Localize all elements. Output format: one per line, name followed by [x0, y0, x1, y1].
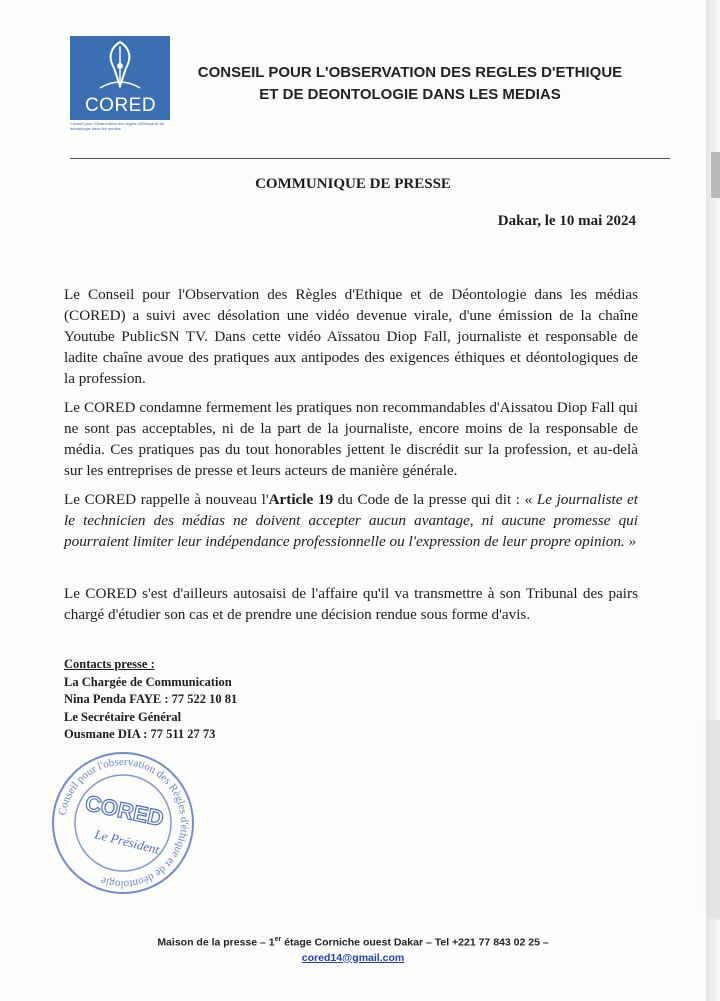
paragraph-4: Le CORED s'est d'ailleurs autosaisi de l'affaire qu'il va transmettre à son Tribunal des pairs chargé d'étudier son cas et de prendre une décision rendue sous forme d'avis. — [64, 585, 638, 623]
quote-close: » — [624, 533, 637, 550]
footer-address-b: étage Corniche ouest Dakar – Tel +221 77 843 02 25 – — [281, 936, 549, 949]
paragraph-3-intro: Le CORED rappelle à nouveau l' — [64, 491, 269, 508]
contact-role-2: Le Secrétaire Général — [64, 709, 182, 724]
article-reference: Article 19 — [268, 491, 334, 508]
page-shadow — [700, 720, 720, 920]
paragraph-1: Le Conseil pour l'Observation des Règles d'Ethique et de Déontologie dans les médias (CORED) a suivi avec désolation une vidéo devenue virale, d'une émission de la chaîne Youtube PublicSN TV. Dans cette vidéo Aïssatou Diop Fall, journaliste et responsable de ladite chaîne avoue des pratiques aux antipodes des exigences éthiques et déontologiques de la profession. — [64, 286, 638, 387]
article-quote: Le journaliste et le technicien des médias ne doivent accepter aucun avantage, ni aucune promesse qui pourraient limiter leur indépendance professionnelle ou l'expression de leur propre opinion. — [64, 491, 638, 550]
svg-text:Le Président: Le Président — [93, 826, 161, 857]
contacts-heading: Contacts presse : — [64, 657, 155, 671]
organization-name-line2: ET DE DEONTOLOGIE DANS LES MEDIAS — [259, 86, 561, 103]
footer-email-link[interactable]: cored14@gmail.com — [301, 951, 405, 964]
svg-text:Conseil pour l'observation des: Conseil pour l'observation des Règles d'éthique et de déontologie — [56, 755, 191, 891]
document-title: COMMUNIQUE DE PRESSE — [255, 176, 451, 192]
footer-address-a: Maison de la presse – 1 — [157, 936, 275, 949]
header-divider — [70, 158, 670, 159]
paragraph-3 — [64, 489, 638, 552]
cored-logo — [70, 36, 170, 120]
logo-wordmark: CORED — [84, 95, 157, 116]
stamp-seal-icon — [48, 748, 198, 898]
organization-name-line1: CONSEIL POUR L'OBSERVATION DES REGLES D'ETHIQUE — [197, 64, 623, 81]
press-contacts — [64, 656, 237, 744]
contact-role-1: La Chargée de Communication — [64, 674, 232, 689]
footer-address-sup: er — [274, 936, 282, 943]
official-stamp — [48, 748, 198, 898]
footer-address — [0, 932, 706, 966]
organization-name — [180, 62, 640, 106]
contact-person-2: Ousmane DIA : 77 511 27 73 — [64, 727, 216, 741]
scroll-indicator[interactable] — [711, 152, 720, 198]
contact-person-1: Nina Penda FAYE : 77 522 10 81 — [64, 692, 238, 706]
paragraph-3-mid: du Code de la presse qui dit : « — [333, 491, 537, 508]
paragraph-2: Le CORED condamne fermement les pratiques non recommandables d'Aissatou Diop Fall qui ne sont pas acceptables, ni de la part de la journaliste, encore moins de la responsable de média. Ces pratiques pas du tout honorables jettent le discrédit sur la profession, et au-delà sur les entreprises de presse et leurs acteurs de manière générale. — [64, 399, 638, 479]
svg-text:CORED: CORED — [83, 790, 167, 832]
document-date: Dakar, le 10 mai 2024 — [497, 213, 636, 229]
footer-address-line — [0, 932, 706, 951]
logo-subtitle: Conseil pour l'Observation des règles d'Ethique et de déontologie dans les médias — [70, 121, 165, 131]
